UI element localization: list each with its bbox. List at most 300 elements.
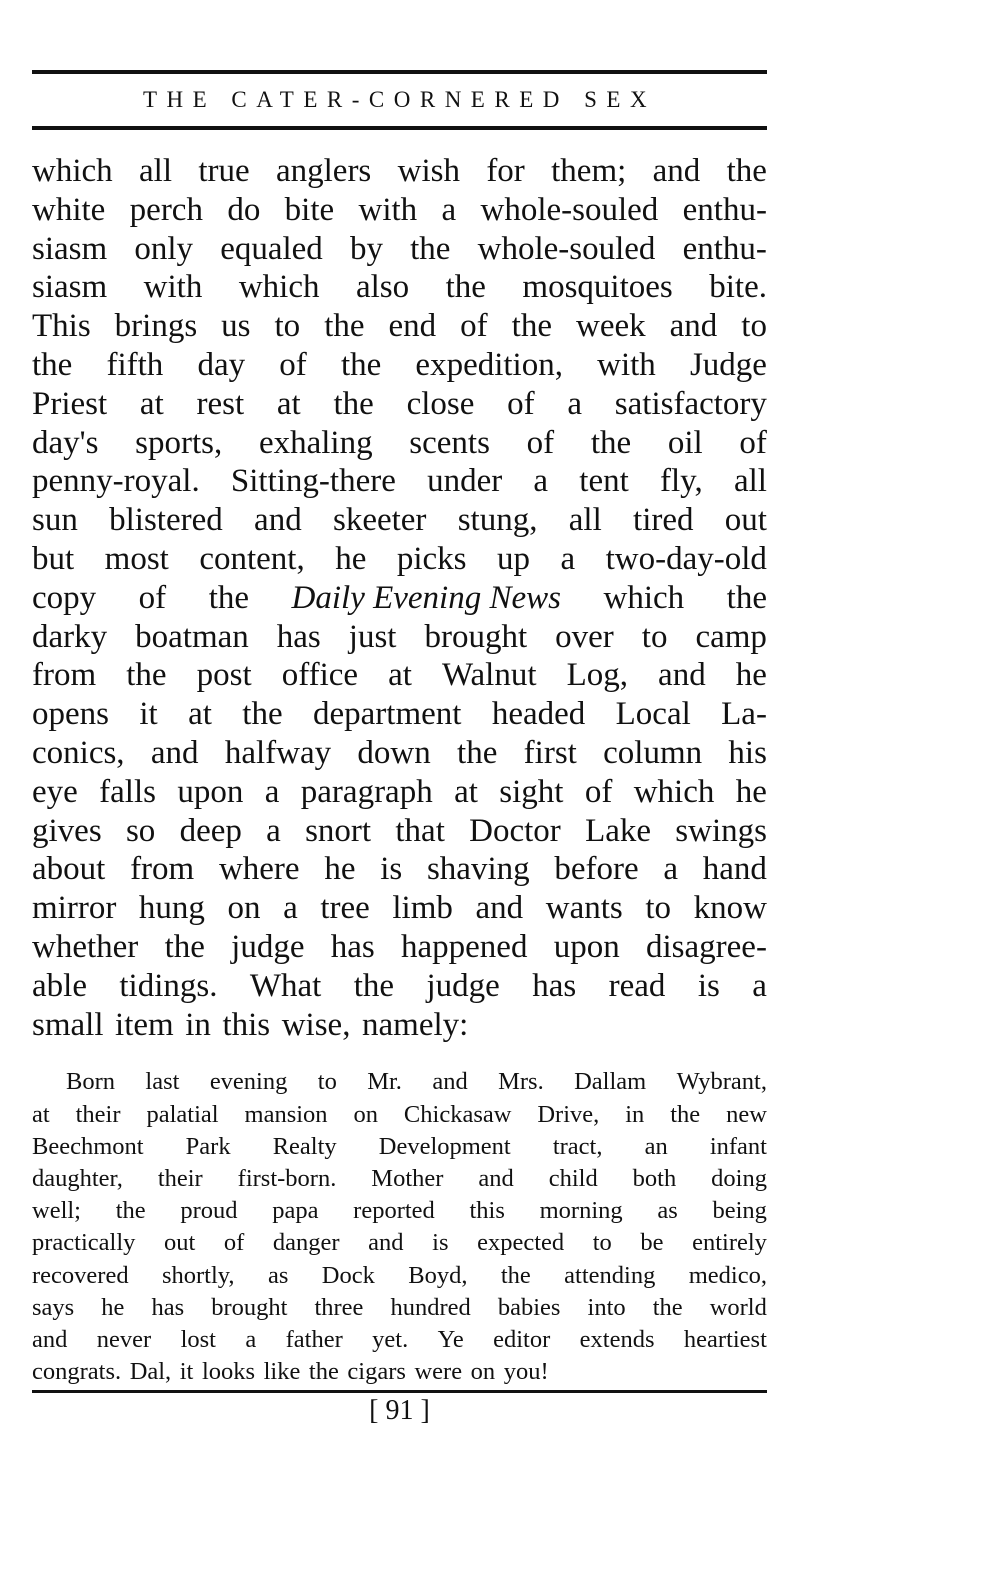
quote-word: their <box>157 1164 203 1192</box>
quote-word: babies <box>497 1293 561 1321</box>
quote-word: Born <box>66 1068 115 1096</box>
body-line <box>32 618 767 657</box>
body-word: bite. <box>709 269 767 306</box>
body-word: siasm <box>32 269 108 306</box>
body-word: namely: <box>362 1006 469 1043</box>
quote-word: mansion <box>244 1100 328 1128</box>
body-word: day's <box>32 424 99 461</box>
quote-word: recovered <box>32 1261 129 1289</box>
body-word: column <box>603 734 703 771</box>
body-word: under <box>427 463 503 500</box>
body-line <box>32 191 767 230</box>
quote-word: the <box>115 1197 146 1225</box>
body-line <box>32 540 767 579</box>
body-word: copy <box>32 579 97 616</box>
body-word: whole-souled <box>480 191 659 228</box>
body-word: of <box>507 385 535 422</box>
body-word: Local <box>615 696 691 733</box>
body-word: about <box>32 851 106 888</box>
body-word: his <box>728 734 767 771</box>
body-word: at <box>276 385 301 422</box>
quote-word: and <box>32 1325 68 1353</box>
body-word: at <box>388 657 412 694</box>
quote-word: Mr. <box>367 1068 402 1096</box>
body-word: blistered <box>109 502 223 539</box>
body-word: brings <box>114 308 198 345</box>
body-word: over <box>555 618 614 655</box>
body-word: them; <box>551 153 627 189</box>
quote-word: tract, <box>552 1132 603 1160</box>
body-word: in <box>185 1006 211 1043</box>
body-line <box>32 967 767 1006</box>
body-line <box>32 346 767 385</box>
body-word: oil <box>667 424 703 461</box>
body-line <box>32 462 767 501</box>
body-word: to <box>274 308 301 345</box>
quote-word: first-born. <box>237 1164 337 1192</box>
body-word: small <box>32 1006 104 1043</box>
body-word: the <box>457 734 498 771</box>
body-word: which <box>238 269 320 306</box>
quote-word: lost <box>180 1325 216 1353</box>
quote-word: to <box>592 1229 612 1257</box>
body-word: sports, <box>135 424 223 461</box>
quote-word: proud <box>180 1197 238 1225</box>
body-word: a <box>266 812 281 849</box>
body-word: has <box>330 928 375 965</box>
body-word: the <box>726 153 767 189</box>
body-word: do <box>227 191 261 228</box>
quote-word: and <box>432 1068 468 1096</box>
quote-line <box>32 1163 767 1195</box>
body-word: wish <box>397 153 460 189</box>
body-word: and <box>475 890 524 927</box>
quote-word: says <box>32 1293 75 1321</box>
quote-word: evening <box>209 1068 288 1096</box>
body-word: gives <box>32 812 102 849</box>
body-word: exhaling <box>258 424 373 461</box>
body-word: a <box>560 540 576 577</box>
body-word: just <box>348 618 397 655</box>
body-word: paragraph <box>300 773 433 810</box>
body-word: a <box>663 851 679 888</box>
body-word: eye <box>32 773 78 810</box>
body-word: at <box>188 696 212 733</box>
body-word: tidings. <box>119 967 218 1004</box>
body-line <box>32 424 767 463</box>
body-line <box>32 773 767 812</box>
body-word: that <box>395 812 445 849</box>
body-word: brought <box>424 618 528 655</box>
quote-word: being <box>712 1197 767 1225</box>
body-word: of <box>526 424 555 461</box>
body-word: know <box>693 890 767 927</box>
body-word: has <box>532 967 577 1004</box>
quote-word: both <box>632 1164 677 1192</box>
body-word: day <box>197 346 246 383</box>
body-word: is <box>697 967 720 1004</box>
body-word: content, <box>199 540 305 577</box>
body-word: disagree- <box>646 928 767 965</box>
body-word: Sitting-there <box>230 463 396 500</box>
body-word: he <box>335 540 367 577</box>
body-word: of <box>584 773 613 810</box>
quote-word: the <box>308 1358 339 1386</box>
body-word: tree <box>320 890 370 927</box>
body-word: upon <box>177 773 244 810</box>
body-word: a <box>752 967 767 1004</box>
body-word: read <box>608 967 666 1004</box>
body-word: of <box>739 424 767 461</box>
body-word: judge <box>426 967 500 1004</box>
body-word: whole-souled <box>477 230 656 267</box>
quote-word: as <box>267 1261 289 1289</box>
quote-word: the <box>670 1100 701 1128</box>
body-word: picks <box>396 540 467 577</box>
body-word: penny-royal. <box>32 463 200 500</box>
quote-word: their <box>75 1100 121 1128</box>
body-word: a <box>533 463 549 500</box>
body-word: hand <box>702 851 767 888</box>
body-word: department <box>313 696 462 733</box>
body-word: it <box>139 696 158 733</box>
quote-word: like <box>263 1358 301 1386</box>
body-word: only <box>134 230 194 267</box>
body-word: the <box>126 657 167 694</box>
quote-word: as <box>657 1197 678 1225</box>
body-word: item <box>115 1006 174 1043</box>
body-line <box>32 928 767 967</box>
quote-line <box>32 1131 767 1163</box>
body-word: Doctor <box>469 812 561 849</box>
quote-word: has <box>151 1293 185 1321</box>
body-paragraph <box>32 152 767 1044</box>
quote-word: Chickasaw <box>403 1100 512 1128</box>
quote-word: into <box>587 1293 626 1321</box>
body-word: which <box>603 579 685 616</box>
body-word: and <box>254 502 302 539</box>
body-word: the <box>340 346 382 383</box>
quote-word: Park <box>185 1132 231 1160</box>
quote-word: Dock <box>321 1261 375 1289</box>
body-word: the <box>333 385 374 422</box>
quote-word: to <box>317 1068 337 1096</box>
quote-word: in <box>625 1100 645 1128</box>
quote-word: out <box>163 1229 196 1257</box>
quote-word: Dallam <box>574 1068 647 1096</box>
body-word: to <box>741 308 767 345</box>
body-word: mirror <box>32 890 117 927</box>
body-word: the <box>590 424 632 461</box>
quote-line <box>32 1324 767 1356</box>
quote-word: Mother <box>371 1164 444 1192</box>
quote-word: Drive, <box>537 1100 600 1128</box>
body-word: at <box>454 773 478 810</box>
body-word: La- <box>721 696 767 733</box>
body-word: halfway <box>224 734 332 771</box>
body-line <box>32 385 767 424</box>
body-word: the <box>353 967 395 1004</box>
body-word: Judge <box>689 346 767 383</box>
body-word: the <box>32 346 73 383</box>
quote-word: of <box>223 1229 245 1257</box>
body-word: equaled <box>220 230 323 267</box>
body-word: Lake <box>585 812 652 849</box>
body-word: limb <box>392 890 453 927</box>
quote-line <box>32 1260 767 1292</box>
body-word: conics, <box>32 734 125 771</box>
quote-word: doing <box>711 1164 767 1192</box>
body-word: This <box>32 308 91 345</box>
quote-word: be <box>640 1229 664 1257</box>
quote-word: child <box>548 1164 598 1192</box>
quote-line <box>32 1066 767 1098</box>
body-word: mosquitoes <box>522 269 673 306</box>
body-word: anglers <box>275 153 372 189</box>
quote-line <box>32 1195 767 1227</box>
quote-word: well; <box>32 1197 81 1225</box>
body-word: to <box>645 890 672 927</box>
body-word: he <box>324 851 356 888</box>
body-word: and <box>150 734 199 771</box>
quote-word: the <box>500 1261 531 1289</box>
quote-word: world <box>709 1293 767 1321</box>
body-word: all <box>733 463 767 500</box>
body-word: us <box>221 308 251 345</box>
body-line <box>32 1006 767 1045</box>
body-word: which <box>32 153 113 189</box>
body-word: and <box>658 657 706 694</box>
quote-word: you! <box>503 1358 549 1386</box>
quote-word: Beechmont <box>32 1132 144 1160</box>
body-word: and <box>652 153 701 189</box>
quote-word: Ye <box>437 1325 464 1353</box>
body-word: wise, <box>281 1006 351 1043</box>
quote-word: heartiest <box>683 1325 767 1353</box>
body-word: a <box>441 191 457 228</box>
quote-word: Wybrant, <box>676 1068 767 1096</box>
quote-word: Dal, <box>129 1358 172 1386</box>
quote-word: hundred <box>390 1293 471 1321</box>
quote-word: new <box>726 1100 767 1128</box>
quote-word: an <box>644 1132 668 1160</box>
body-word: fifth <box>106 346 164 383</box>
quote-word: and <box>368 1229 404 1257</box>
quote-word: Mrs. <box>498 1068 544 1096</box>
body-word: hung <box>138 890 205 927</box>
body-word: out <box>724 502 767 539</box>
quote-word: looks <box>201 1358 256 1386</box>
body-word: white <box>32 191 106 228</box>
quote-word: Realty <box>272 1132 337 1160</box>
quote-word: congrats. <box>32 1358 122 1386</box>
quote-word: danger <box>272 1229 340 1257</box>
body-word: with <box>597 346 656 383</box>
quote-line <box>32 1099 767 1131</box>
body-word: where <box>218 851 300 888</box>
quote-word: editor <box>493 1325 551 1353</box>
body-word: able <box>32 967 87 1004</box>
body-word: office <box>281 657 359 694</box>
body-word: post <box>196 657 252 694</box>
quote-word: a <box>245 1325 257 1353</box>
quote-word: papa <box>272 1197 319 1225</box>
body-word: of <box>138 579 167 616</box>
body-word: enthu- <box>682 230 767 267</box>
body-word: is <box>380 851 403 888</box>
body-word: down <box>357 734 431 771</box>
body-word: the <box>445 269 486 306</box>
body-word: falls <box>99 773 156 810</box>
body-word: he <box>735 773 767 810</box>
quote-word: were <box>414 1358 463 1386</box>
quote-word: he <box>101 1293 125 1321</box>
quote-line <box>32 1356 767 1388</box>
body-word: the <box>726 579 767 616</box>
quote-word: this <box>469 1197 505 1225</box>
body-word: with <box>358 191 418 228</box>
quote-word: it <box>179 1358 194 1386</box>
body-word: of <box>279 346 307 383</box>
body-word: skeeter <box>332 502 427 539</box>
body-word: which <box>633 773 715 810</box>
body-word: Log, <box>566 657 628 694</box>
body-word: the <box>324 308 365 345</box>
body-word: deep <box>179 812 242 849</box>
body-word: stung, <box>457 502 538 539</box>
book-page <box>32 70 767 1429</box>
quote-word: extends <box>579 1325 655 1353</box>
body-word: the <box>511 308 552 345</box>
body-word: before <box>554 851 639 888</box>
quote-word: palatial <box>146 1100 219 1128</box>
body-word: shaving <box>426 851 530 888</box>
quote-word: Boyd, <box>408 1261 468 1289</box>
body-line <box>32 695 767 734</box>
body-word: Priest <box>32 385 108 422</box>
body-word: true <box>198 153 250 189</box>
body-word: wants <box>545 890 623 927</box>
body-word: has <box>276 618 321 655</box>
quote-word: brought <box>211 1293 288 1321</box>
body-line <box>32 268 767 307</box>
body-word: rest <box>196 385 245 422</box>
quote-word: the <box>652 1293 683 1321</box>
body-word: from <box>130 851 195 888</box>
body-word: week <box>576 308 646 345</box>
body-word: but <box>32 540 75 577</box>
body-word: for <box>486 153 525 189</box>
quote-word: practically <box>32 1229 136 1257</box>
body-line <box>32 812 767 851</box>
body-word: the <box>410 230 451 267</box>
body-line <box>32 734 767 773</box>
body-line <box>32 307 767 346</box>
body-word: a <box>264 773 280 810</box>
body-word: close <box>406 385 475 422</box>
body-line <box>32 656 767 695</box>
quote-word: on <box>470 1358 496 1386</box>
body-word: a <box>283 890 298 927</box>
quote-word: is <box>432 1229 449 1257</box>
body-word: opens <box>32 696 109 733</box>
body-word: tent <box>579 463 629 500</box>
body-line <box>32 850 767 889</box>
body-word: whether <box>32 928 139 965</box>
page-number: [ 91 ] <box>369 1395 430 1427</box>
newspaper-item-quote <box>32 1066 767 1388</box>
quote-word: medico, <box>688 1261 767 1289</box>
body-word: end <box>388 308 437 345</box>
body-word: of <box>460 308 488 345</box>
body-word: swings <box>675 812 767 849</box>
body-word: he <box>735 657 767 694</box>
body-word: a <box>567 385 583 422</box>
body-word: enthu- <box>682 191 767 228</box>
quote-word: expected <box>477 1229 565 1257</box>
body-word: headed <box>491 696 586 733</box>
body-word: from <box>32 657 97 694</box>
quote-word: infant <box>709 1132 767 1160</box>
body-word: also <box>355 269 410 306</box>
body-word: first <box>523 734 577 771</box>
quote-line <box>32 1292 767 1324</box>
body-word: snort <box>305 812 372 849</box>
body-line <box>32 501 767 540</box>
quote-word: attending <box>564 1261 656 1289</box>
body-word: on <box>227 890 261 927</box>
body-word: What <box>249 967 322 1004</box>
body-word: this <box>222 1006 271 1043</box>
body-word: sun <box>32 502 78 539</box>
body-word: satisfactory <box>614 385 767 422</box>
quote-word: morning <box>539 1197 623 1225</box>
quote-word: three <box>314 1293 364 1321</box>
body-word: at <box>139 385 164 422</box>
body-word: and <box>669 308 718 345</box>
body-line <box>32 230 767 269</box>
body-word: camp <box>695 618 767 655</box>
body-word: happened <box>401 928 528 965</box>
quote-line <box>32 1227 767 1259</box>
body-word: perch <box>129 191 203 228</box>
newspaper-title: Daily Evening News <box>291 579 561 616</box>
body-word: so <box>125 812 156 849</box>
body-line <box>32 889 767 928</box>
body-line <box>32 152 767 191</box>
body-word: with <box>143 269 203 306</box>
header-rule <box>32 126 767 130</box>
body-word: bite <box>284 191 335 228</box>
quote-word: and <box>478 1164 514 1192</box>
body-word: the <box>164 928 205 965</box>
body-word: expedition, <box>415 346 563 383</box>
running-title: THE CATER-CORNERED SEX <box>142 87 657 112</box>
body-word: siasm <box>32 230 108 267</box>
quote-word: cigars <box>347 1358 406 1386</box>
quote-word: entirely <box>692 1229 767 1257</box>
quote-word: on <box>353 1100 378 1128</box>
body-word: darky <box>32 618 108 655</box>
body-word: Walnut <box>442 657 537 694</box>
quote-word: Development <box>378 1132 511 1160</box>
quote-word: reported <box>353 1197 435 1225</box>
body-word: up <box>497 540 530 577</box>
body-word: sight <box>499 773 564 810</box>
body-word: upon <box>553 928 620 965</box>
quote-word: father <box>285 1325 343 1353</box>
body-word: scents <box>409 424 490 461</box>
